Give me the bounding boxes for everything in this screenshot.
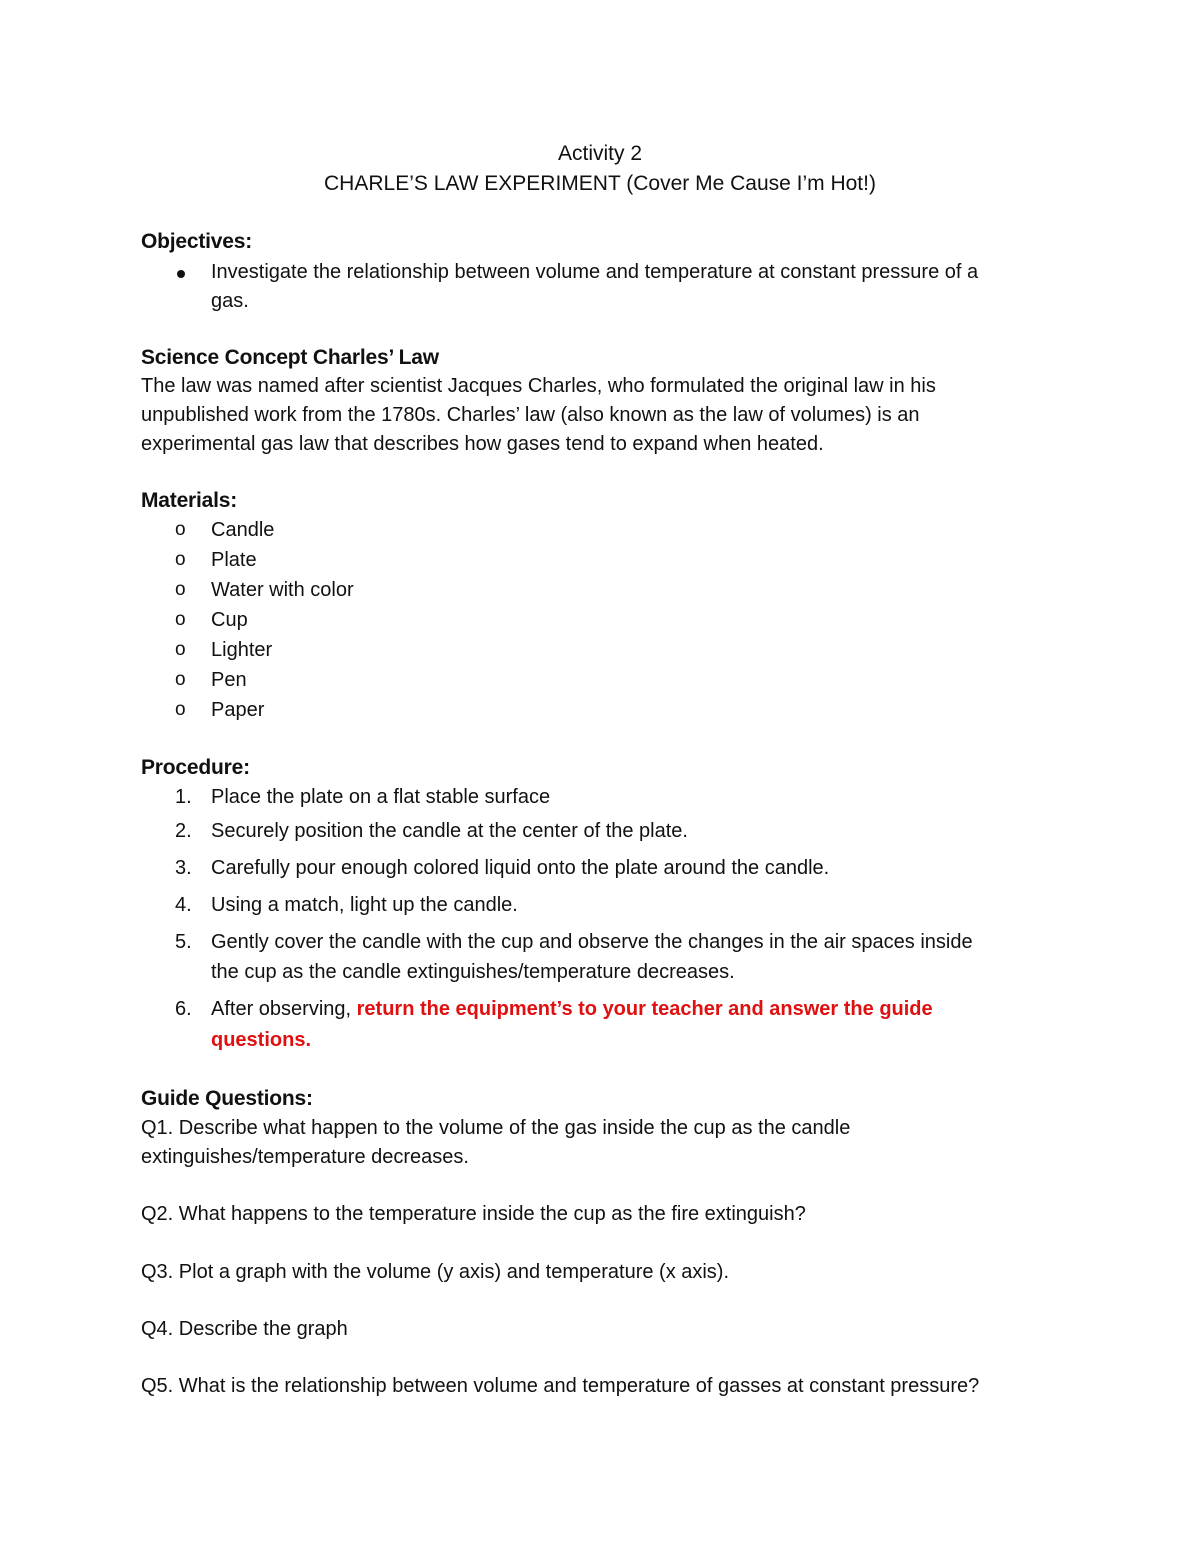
circle-bullet-icon: o xyxy=(175,699,186,720)
science-concept-heading: Science Concept Charles’ Law xyxy=(141,346,439,369)
material-label: Plate xyxy=(211,549,257,571)
question-1-line2: extinguishes/temperature decreases. xyxy=(141,1146,469,1168)
question-3: Q3. Plot a graph with the volume (y axis) and temperature (x axis). xyxy=(141,1261,730,1283)
step-number: 1. xyxy=(175,786,192,808)
question-2: Q2. What happens to the temperature inside the cup as the fire extinguish? xyxy=(141,1203,806,1225)
objectives-heading: Objectives: xyxy=(141,230,253,253)
question-5: Q5. What is the relationship between volume and temperature of gasses at constant pressure? xyxy=(141,1375,980,1397)
procedure-heading: Procedure: xyxy=(141,756,250,779)
step-text: Using a match, light up the candle. xyxy=(211,894,518,916)
step-highlight-text: return the equipment’s to your teacher and answer the guide xyxy=(356,998,933,1020)
experiment-title: CHARLE’S LAW EXPERIMENT (Cover Me Cause I’m Hot!) xyxy=(324,172,876,195)
circle-bullet-icon: o xyxy=(175,609,186,630)
step-number: 5. xyxy=(175,931,192,953)
question-4: Q4. Describe the graph xyxy=(141,1318,348,1340)
material-label: Lighter xyxy=(211,639,273,661)
materials-heading: Materials: xyxy=(141,489,238,512)
material-label: Cup xyxy=(211,609,248,631)
step-text: Securely position the candle at the center of the plate. xyxy=(211,820,688,842)
step-text-container xyxy=(211,998,933,1021)
objective-text-line2: gas. xyxy=(211,290,249,312)
step-number: 4. xyxy=(175,894,192,916)
step-text: Carefully pour enough colored liquid onto the plate around the candle. xyxy=(211,857,830,879)
step-text-continuation: the cup as the candle extinguishes/temperature decreases. xyxy=(211,961,735,983)
step-text: Gently cover the candle with the cup and observe the changes in the air spaces inside xyxy=(211,931,973,953)
material-label: Candle xyxy=(211,519,275,541)
science-concept-line: unpublished work from the 1780s. Charles’ law (also known as the law of volumes) is an xyxy=(141,404,920,426)
circle-bullet-icon: o xyxy=(175,669,186,690)
step-text: Place the plate on a flat stable surface xyxy=(211,786,551,808)
step-text: After observing, xyxy=(211,998,357,1020)
objective-text-line1: Investigate the relationship between volume and temperature at constant pressure of a xyxy=(211,261,979,283)
step-number: 2. xyxy=(175,820,192,842)
step-highlight-continuation: questions. xyxy=(211,1029,312,1051)
step-number: 3. xyxy=(175,857,192,879)
circle-bullet-icon: o xyxy=(175,549,186,570)
bullet-icon xyxy=(177,270,185,278)
circle-bullet-icon: o xyxy=(175,519,186,540)
circle-bullet-icon: o xyxy=(175,579,186,600)
science-concept-line: The law was named after scientist Jacques Charles, who formulated the original law in his xyxy=(141,375,936,397)
guide-questions-heading: Guide Questions: xyxy=(141,1087,313,1110)
material-label: Water with color xyxy=(211,579,354,601)
question-1-line1: Q1. Describe what happen to the volume of the gas inside the cup as the candle xyxy=(141,1117,851,1139)
step-number: 6. xyxy=(175,998,192,1020)
material-label: Paper xyxy=(211,699,265,721)
circle-bullet-icon: o xyxy=(175,639,186,660)
activity-title: Activity 2 xyxy=(557,142,643,165)
material-label: Pen xyxy=(211,669,247,691)
science-concept-line: experimental gas law that describes how gases tend to expand when heated. xyxy=(141,433,824,455)
